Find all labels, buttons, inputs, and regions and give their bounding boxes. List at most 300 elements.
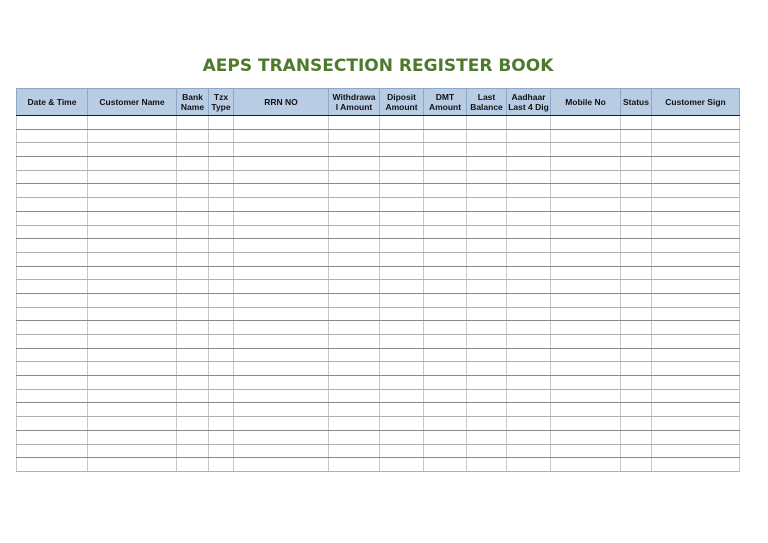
table-cell-dmt-amount[interactable]	[424, 129, 467, 143]
table-cell-customer-sign[interactable]	[652, 157, 740, 171]
table-cell-rrn-no[interactable]	[234, 307, 329, 321]
table-cell-withdrawal-amount[interactable]	[329, 293, 380, 307]
table-cell-dmt-amount[interactable]	[424, 444, 467, 458]
table-cell-status[interactable]	[621, 116, 652, 130]
table-cell-tzx-type[interactable]	[209, 430, 234, 444]
table-cell-date-time[interactable]	[17, 307, 88, 321]
table-cell-tzx-type[interactable]	[209, 376, 234, 390]
table-cell-bank-name[interactable]	[177, 362, 209, 376]
table-cell-status[interactable]	[621, 157, 652, 171]
table-cell-withdrawal-amount[interactable]	[329, 143, 380, 157]
table-cell-tzx-type[interactable]	[209, 170, 234, 184]
table-cell-customer-sign[interactable]	[652, 348, 740, 362]
table-cell-bank-name[interactable]	[177, 458, 209, 472]
table-cell-last-balance[interactable]	[467, 321, 507, 335]
table-cell-status[interactable]	[621, 198, 652, 212]
table-cell-date-time[interactable]	[17, 266, 88, 280]
table-cell-withdrawal-amount[interactable]	[329, 157, 380, 171]
table-cell-rrn-no[interactable]	[234, 348, 329, 362]
table-cell-withdrawal-amount[interactable]	[329, 198, 380, 212]
table-cell-status[interactable]	[621, 458, 652, 472]
table-cell-bank-name[interactable]	[177, 143, 209, 157]
table-cell-rrn-no[interactable]	[234, 293, 329, 307]
table-cell-rrn-no[interactable]	[234, 239, 329, 253]
table-cell-dmt-amount[interactable]	[424, 225, 467, 239]
table-cell-customer-name[interactable]	[88, 348, 177, 362]
table-cell-withdrawal-amount[interactable]	[329, 458, 380, 472]
table-cell-mobile-no[interactable]	[551, 376, 621, 390]
table-cell-customer-sign[interactable]	[652, 266, 740, 280]
table-cell-tzx-type[interactable]	[209, 444, 234, 458]
table-cell-last-balance[interactable]	[467, 307, 507, 321]
table-cell-aadhaar-last4[interactable]	[507, 444, 551, 458]
table-cell-mobile-no[interactable]	[551, 184, 621, 198]
table-cell-bank-name[interactable]	[177, 335, 209, 349]
table-cell-mobile-no[interactable]	[551, 335, 621, 349]
table-cell-aadhaar-last4[interactable]	[507, 307, 551, 321]
table-cell-last-balance[interactable]	[467, 389, 507, 403]
table-cell-aadhaar-last4[interactable]	[507, 157, 551, 171]
table-cell-last-balance[interactable]	[467, 444, 507, 458]
table-cell-aadhaar-last4[interactable]	[507, 335, 551, 349]
table-cell-date-time[interactable]	[17, 458, 88, 472]
table-cell-diposit-amount[interactable]	[380, 430, 424, 444]
table-cell-bank-name[interactable]	[177, 444, 209, 458]
table-cell-aadhaar-last4[interactable]	[507, 266, 551, 280]
table-cell-last-balance[interactable]	[467, 143, 507, 157]
table-cell-rrn-no[interactable]	[234, 184, 329, 198]
table-cell-last-balance[interactable]	[467, 129, 507, 143]
table-cell-mobile-no[interactable]	[551, 198, 621, 212]
table-cell-tzx-type[interactable]	[209, 211, 234, 225]
table-cell-status[interactable]	[621, 143, 652, 157]
table-cell-customer-name[interactable]	[88, 335, 177, 349]
table-cell-withdrawal-amount[interactable]	[329, 307, 380, 321]
table-cell-diposit-amount[interactable]	[380, 266, 424, 280]
table-cell-customer-name[interactable]	[88, 198, 177, 212]
table-cell-status[interactable]	[621, 321, 652, 335]
table-cell-aadhaar-last4[interactable]	[507, 143, 551, 157]
table-cell-withdrawal-amount[interactable]	[329, 376, 380, 390]
table-cell-last-balance[interactable]	[467, 116, 507, 130]
table-cell-diposit-amount[interactable]	[380, 198, 424, 212]
table-cell-dmt-amount[interactable]	[424, 266, 467, 280]
table-cell-customer-name[interactable]	[88, 430, 177, 444]
table-cell-dmt-amount[interactable]	[424, 211, 467, 225]
table-cell-status[interactable]	[621, 376, 652, 390]
table-cell-rrn-no[interactable]	[234, 362, 329, 376]
table-cell-diposit-amount[interactable]	[380, 252, 424, 266]
table-cell-status[interactable]	[621, 293, 652, 307]
table-cell-last-balance[interactable]	[467, 293, 507, 307]
table-cell-status[interactable]	[621, 239, 652, 253]
table-cell-tzx-type[interactable]	[209, 198, 234, 212]
table-cell-tzx-type[interactable]	[209, 225, 234, 239]
table-cell-aadhaar-last4[interactable]	[507, 430, 551, 444]
table-cell-date-time[interactable]	[17, 280, 88, 294]
table-cell-last-balance[interactable]	[467, 170, 507, 184]
table-cell-date-time[interactable]	[17, 129, 88, 143]
table-cell-mobile-no[interactable]	[551, 157, 621, 171]
table-cell-last-balance[interactable]	[467, 184, 507, 198]
table-cell-rrn-no[interactable]	[234, 458, 329, 472]
table-cell-diposit-amount[interactable]	[380, 335, 424, 349]
table-cell-dmt-amount[interactable]	[424, 198, 467, 212]
table-cell-date-time[interactable]	[17, 348, 88, 362]
table-cell-diposit-amount[interactable]	[380, 280, 424, 294]
table-cell-customer-name[interactable]	[88, 252, 177, 266]
table-cell-aadhaar-last4[interactable]	[507, 458, 551, 472]
table-cell-customer-name[interactable]	[88, 458, 177, 472]
table-cell-date-time[interactable]	[17, 403, 88, 417]
table-cell-customer-name[interactable]	[88, 389, 177, 403]
table-cell-aadhaar-last4[interactable]	[507, 417, 551, 431]
table-cell-withdrawal-amount[interactable]	[329, 335, 380, 349]
table-cell-customer-sign[interactable]	[652, 430, 740, 444]
table-cell-diposit-amount[interactable]	[380, 444, 424, 458]
table-cell-withdrawal-amount[interactable]	[329, 239, 380, 253]
table-cell-withdrawal-amount[interactable]	[329, 211, 380, 225]
table-cell-tzx-type[interactable]	[209, 293, 234, 307]
table-cell-diposit-amount[interactable]	[380, 348, 424, 362]
table-cell-diposit-amount[interactable]	[380, 389, 424, 403]
table-cell-date-time[interactable]	[17, 211, 88, 225]
table-cell-mobile-no[interactable]	[551, 280, 621, 294]
table-cell-customer-name[interactable]	[88, 170, 177, 184]
table-cell-diposit-amount[interactable]	[380, 225, 424, 239]
table-cell-mobile-no[interactable]	[551, 170, 621, 184]
table-cell-dmt-amount[interactable]	[424, 157, 467, 171]
table-cell-date-time[interactable]	[17, 170, 88, 184]
table-cell-status[interactable]	[621, 403, 652, 417]
table-cell-customer-sign[interactable]	[652, 458, 740, 472]
table-cell-mobile-no[interactable]	[551, 362, 621, 376]
table-cell-mobile-no[interactable]	[551, 293, 621, 307]
table-cell-date-time[interactable]	[17, 321, 88, 335]
table-cell-aadhaar-last4[interactable]	[507, 376, 551, 390]
table-cell-bank-name[interactable]	[177, 239, 209, 253]
table-cell-customer-sign[interactable]	[652, 225, 740, 239]
table-cell-status[interactable]	[621, 307, 652, 321]
table-cell-mobile-no[interactable]	[551, 389, 621, 403]
table-cell-last-balance[interactable]	[467, 335, 507, 349]
table-cell-tzx-type[interactable]	[209, 335, 234, 349]
table-cell-diposit-amount[interactable]	[380, 321, 424, 335]
table-cell-mobile-no[interactable]	[551, 458, 621, 472]
table-cell-customer-sign[interactable]	[652, 198, 740, 212]
table-cell-diposit-amount[interactable]	[380, 170, 424, 184]
table-cell-tzx-type[interactable]	[209, 116, 234, 130]
table-cell-rrn-no[interactable]	[234, 403, 329, 417]
table-cell-bank-name[interactable]	[177, 389, 209, 403]
table-cell-tzx-type[interactable]	[209, 403, 234, 417]
table-cell-mobile-no[interactable]	[551, 444, 621, 458]
table-cell-customer-sign[interactable]	[652, 417, 740, 431]
table-cell-bank-name[interactable]	[177, 170, 209, 184]
table-cell-last-balance[interactable]	[467, 417, 507, 431]
table-cell-aadhaar-last4[interactable]	[507, 252, 551, 266]
table-cell-rrn-no[interactable]	[234, 266, 329, 280]
table-cell-bank-name[interactable]	[177, 430, 209, 444]
table-cell-date-time[interactable]	[17, 252, 88, 266]
table-cell-status[interactable]	[621, 362, 652, 376]
table-cell-date-time[interactable]	[17, 184, 88, 198]
table-cell-aadhaar-last4[interactable]	[507, 129, 551, 143]
table-cell-bank-name[interactable]	[177, 157, 209, 171]
table-cell-last-balance[interactable]	[467, 198, 507, 212]
table-cell-tzx-type[interactable]	[209, 143, 234, 157]
table-cell-bank-name[interactable]	[177, 293, 209, 307]
table-cell-withdrawal-amount[interactable]	[329, 184, 380, 198]
table-cell-dmt-amount[interactable]	[424, 252, 467, 266]
table-cell-customer-name[interactable]	[88, 417, 177, 431]
table-cell-tzx-type[interactable]	[209, 389, 234, 403]
table-cell-rrn-no[interactable]	[234, 170, 329, 184]
table-cell-status[interactable]	[621, 335, 652, 349]
table-cell-customer-name[interactable]	[88, 129, 177, 143]
table-cell-withdrawal-amount[interactable]	[329, 348, 380, 362]
table-cell-aadhaar-last4[interactable]	[507, 293, 551, 307]
table-cell-customer-name[interactable]	[88, 403, 177, 417]
table-cell-aadhaar-last4[interactable]	[507, 362, 551, 376]
table-cell-status[interactable]	[621, 129, 652, 143]
table-cell-mobile-no[interactable]	[551, 307, 621, 321]
table-cell-customer-sign[interactable]	[652, 307, 740, 321]
table-cell-date-time[interactable]	[17, 225, 88, 239]
table-cell-withdrawal-amount[interactable]	[329, 129, 380, 143]
table-cell-tzx-type[interactable]	[209, 280, 234, 294]
table-cell-diposit-amount[interactable]	[380, 417, 424, 431]
table-cell-diposit-amount[interactable]	[380, 143, 424, 157]
table-cell-tzx-type[interactable]	[209, 321, 234, 335]
table-cell-withdrawal-amount[interactable]	[329, 170, 380, 184]
table-cell-mobile-no[interactable]	[551, 252, 621, 266]
table-cell-dmt-amount[interactable]	[424, 403, 467, 417]
table-cell-rrn-no[interactable]	[234, 321, 329, 335]
table-cell-rrn-no[interactable]	[234, 376, 329, 390]
table-cell-mobile-no[interactable]	[551, 348, 621, 362]
table-cell-date-time[interactable]	[17, 157, 88, 171]
table-cell-status[interactable]	[621, 430, 652, 444]
table-cell-withdrawal-amount[interactable]	[329, 444, 380, 458]
table-cell-mobile-no[interactable]	[551, 211, 621, 225]
table-cell-diposit-amount[interactable]	[380, 211, 424, 225]
table-cell-diposit-amount[interactable]	[380, 403, 424, 417]
table-cell-customer-name[interactable]	[88, 143, 177, 157]
table-cell-dmt-amount[interactable]	[424, 348, 467, 362]
table-cell-status[interactable]	[621, 444, 652, 458]
table-cell-diposit-amount[interactable]	[380, 307, 424, 321]
table-cell-bank-name[interactable]	[177, 348, 209, 362]
table-cell-mobile-no[interactable]	[551, 321, 621, 335]
table-cell-customer-name[interactable]	[88, 280, 177, 294]
table-cell-rrn-no[interactable]	[234, 116, 329, 130]
table-cell-last-balance[interactable]	[467, 430, 507, 444]
table-cell-bank-name[interactable]	[177, 184, 209, 198]
table-cell-bank-name[interactable]	[177, 321, 209, 335]
table-cell-dmt-amount[interactable]	[424, 170, 467, 184]
table-cell-aadhaar-last4[interactable]	[507, 225, 551, 239]
table-cell-customer-sign[interactable]	[652, 211, 740, 225]
table-cell-rrn-no[interactable]	[234, 444, 329, 458]
table-cell-customer-name[interactable]	[88, 376, 177, 390]
table-cell-rrn-no[interactable]	[234, 335, 329, 349]
table-cell-customer-sign[interactable]	[652, 362, 740, 376]
table-cell-tzx-type[interactable]	[209, 129, 234, 143]
table-cell-rrn-no[interactable]	[234, 280, 329, 294]
table-cell-withdrawal-amount[interactable]	[329, 116, 380, 130]
table-cell-customer-sign[interactable]	[652, 403, 740, 417]
table-cell-customer-name[interactable]	[88, 444, 177, 458]
table-cell-customer-name[interactable]	[88, 362, 177, 376]
table-cell-tzx-type[interactable]	[209, 458, 234, 472]
table-cell-mobile-no[interactable]	[551, 239, 621, 253]
table-cell-date-time[interactable]	[17, 293, 88, 307]
table-cell-date-time[interactable]	[17, 444, 88, 458]
table-cell-customer-sign[interactable]	[652, 239, 740, 253]
table-cell-customer-name[interactable]	[88, 157, 177, 171]
table-cell-customer-sign[interactable]	[652, 376, 740, 390]
table-cell-diposit-amount[interactable]	[380, 239, 424, 253]
table-cell-customer-name[interactable]	[88, 239, 177, 253]
table-cell-tzx-type[interactable]	[209, 184, 234, 198]
table-cell-dmt-amount[interactable]	[424, 417, 467, 431]
table-cell-withdrawal-amount[interactable]	[329, 252, 380, 266]
table-cell-dmt-amount[interactable]	[424, 239, 467, 253]
table-cell-last-balance[interactable]	[467, 239, 507, 253]
table-cell-customer-sign[interactable]	[652, 252, 740, 266]
table-cell-customer-name[interactable]	[88, 211, 177, 225]
table-cell-bank-name[interactable]	[177, 376, 209, 390]
table-cell-aadhaar-last4[interactable]	[507, 239, 551, 253]
table-cell-diposit-amount[interactable]	[380, 116, 424, 130]
table-cell-tzx-type[interactable]	[209, 362, 234, 376]
table-cell-diposit-amount[interactable]	[380, 129, 424, 143]
table-cell-aadhaar-last4[interactable]	[507, 280, 551, 294]
table-cell-date-time[interactable]	[17, 417, 88, 431]
table-cell-last-balance[interactable]	[467, 252, 507, 266]
table-cell-withdrawal-amount[interactable]	[329, 403, 380, 417]
table-cell-bank-name[interactable]	[177, 417, 209, 431]
table-cell-mobile-no[interactable]	[551, 403, 621, 417]
table-cell-dmt-amount[interactable]	[424, 143, 467, 157]
table-cell-withdrawal-amount[interactable]	[329, 389, 380, 403]
table-cell-customer-name[interactable]	[88, 321, 177, 335]
table-cell-date-time[interactable]	[17, 198, 88, 212]
table-cell-last-balance[interactable]	[467, 403, 507, 417]
table-cell-dmt-amount[interactable]	[424, 184, 467, 198]
table-cell-dmt-amount[interactable]	[424, 430, 467, 444]
table-cell-date-time[interactable]	[17, 376, 88, 390]
table-cell-dmt-amount[interactable]	[424, 321, 467, 335]
table-cell-aadhaar-last4[interactable]	[507, 184, 551, 198]
table-cell-customer-name[interactable]	[88, 307, 177, 321]
table-cell-date-time[interactable]	[17, 389, 88, 403]
table-cell-customer-sign[interactable]	[652, 129, 740, 143]
table-cell-withdrawal-amount[interactable]	[329, 417, 380, 431]
table-cell-aadhaar-last4[interactable]	[507, 403, 551, 417]
table-cell-last-balance[interactable]	[467, 225, 507, 239]
table-cell-bank-name[interactable]	[177, 225, 209, 239]
table-cell-customer-sign[interactable]	[652, 170, 740, 184]
table-cell-customer-sign[interactable]	[652, 444, 740, 458]
table-cell-last-balance[interactable]	[467, 376, 507, 390]
table-cell-customer-sign[interactable]	[652, 389, 740, 403]
table-cell-aadhaar-last4[interactable]	[507, 198, 551, 212]
table-cell-bank-name[interactable]	[177, 129, 209, 143]
table-cell-dmt-amount[interactable]	[424, 376, 467, 390]
table-cell-status[interactable]	[621, 280, 652, 294]
table-cell-bank-name[interactable]	[177, 280, 209, 294]
table-cell-customer-sign[interactable]	[652, 116, 740, 130]
table-cell-aadhaar-last4[interactable]	[507, 116, 551, 130]
table-cell-withdrawal-amount[interactable]	[329, 225, 380, 239]
table-cell-customer-sign[interactable]	[652, 280, 740, 294]
table-cell-rrn-no[interactable]	[234, 157, 329, 171]
table-cell-rrn-no[interactable]	[234, 198, 329, 212]
table-cell-withdrawal-amount[interactable]	[329, 430, 380, 444]
table-cell-rrn-no[interactable]	[234, 252, 329, 266]
table-cell-last-balance[interactable]	[467, 266, 507, 280]
table-cell-rrn-no[interactable]	[234, 225, 329, 239]
table-cell-status[interactable]	[621, 348, 652, 362]
table-cell-bank-name[interactable]	[177, 116, 209, 130]
table-cell-customer-sign[interactable]	[652, 293, 740, 307]
table-cell-rrn-no[interactable]	[234, 129, 329, 143]
table-cell-status[interactable]	[621, 225, 652, 239]
table-cell-date-time[interactable]	[17, 239, 88, 253]
table-cell-dmt-amount[interactable]	[424, 362, 467, 376]
table-cell-diposit-amount[interactable]	[380, 293, 424, 307]
table-cell-date-time[interactable]	[17, 116, 88, 130]
table-cell-customer-name[interactable]	[88, 184, 177, 198]
table-cell-aadhaar-last4[interactable]	[507, 321, 551, 335]
table-cell-diposit-amount[interactable]	[380, 376, 424, 390]
table-cell-rrn-no[interactable]	[234, 211, 329, 225]
table-cell-last-balance[interactable]	[467, 157, 507, 171]
table-cell-withdrawal-amount[interactable]	[329, 280, 380, 294]
table-cell-customer-sign[interactable]	[652, 143, 740, 157]
table-cell-customer-name[interactable]	[88, 293, 177, 307]
table-cell-withdrawal-amount[interactable]	[329, 362, 380, 376]
table-cell-last-balance[interactable]	[467, 280, 507, 294]
table-cell-bank-name[interactable]	[177, 211, 209, 225]
table-cell-bank-name[interactable]	[177, 252, 209, 266]
table-cell-mobile-no[interactable]	[551, 129, 621, 143]
table-cell-bank-name[interactable]	[177, 307, 209, 321]
table-cell-customer-name[interactable]	[88, 116, 177, 130]
table-cell-mobile-no[interactable]	[551, 266, 621, 280]
table-cell-status[interactable]	[621, 252, 652, 266]
table-cell-customer-sign[interactable]	[652, 184, 740, 198]
table-cell-status[interactable]	[621, 417, 652, 431]
table-cell-withdrawal-amount[interactable]	[329, 266, 380, 280]
table-cell-mobile-no[interactable]	[551, 143, 621, 157]
table-cell-dmt-amount[interactable]	[424, 280, 467, 294]
table-cell-diposit-amount[interactable]	[380, 184, 424, 198]
table-cell-rrn-no[interactable]	[234, 417, 329, 431]
table-cell-bank-name[interactable]	[177, 198, 209, 212]
table-cell-rrn-no[interactable]	[234, 430, 329, 444]
table-cell-tzx-type[interactable]	[209, 348, 234, 362]
table-cell-status[interactable]	[621, 184, 652, 198]
table-cell-dmt-amount[interactable]	[424, 307, 467, 321]
table-cell-aadhaar-last4[interactable]	[507, 348, 551, 362]
table-cell-mobile-no[interactable]	[551, 225, 621, 239]
table-cell-status[interactable]	[621, 211, 652, 225]
table-cell-status[interactable]	[621, 266, 652, 280]
table-cell-dmt-amount[interactable]	[424, 293, 467, 307]
